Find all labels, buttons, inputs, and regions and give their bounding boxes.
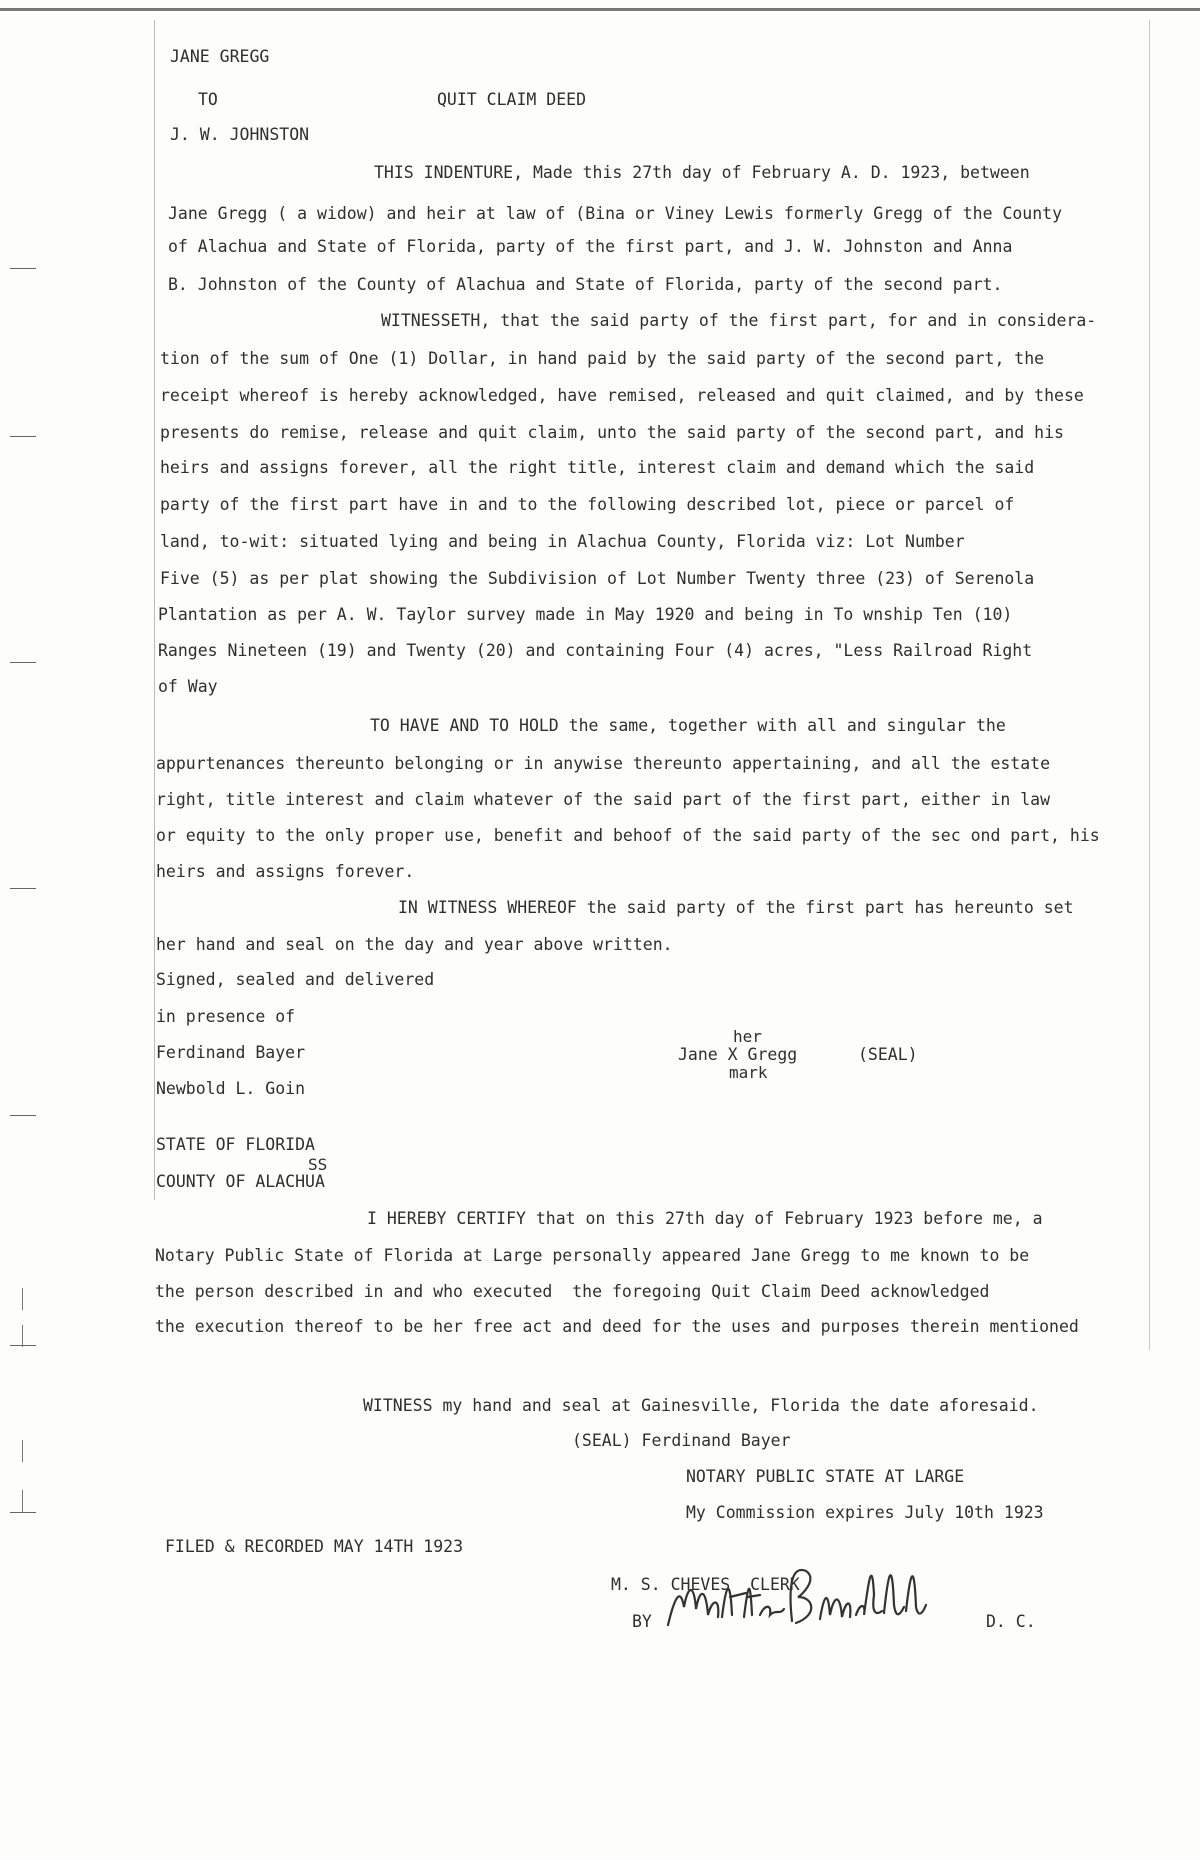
margin-tick [10, 1115, 36, 1116]
by-label: BY [632, 1612, 652, 1631]
right-margin-rule [1149, 20, 1150, 1350]
notary-commission: My Commission expires July 10th 1923 [686, 1503, 1044, 1522]
clerk-line: M. S. CHEVES CLERK [611, 1575, 800, 1594]
body-line: party of the first part have in and to the following described lot, piece or parcel of [160, 495, 1015, 514]
margin-tick [10, 662, 36, 663]
body-line: receipt whereof is hereby acknowledged, have remised, released and quit claimed, and by these [160, 386, 1084, 405]
margin-tick [22, 1440, 23, 1462]
margin-tick [22, 1325, 23, 1347]
body-line: THIS INDENTURE, Made this 27th day of February A. D. 1923, between [374, 163, 1030, 182]
venue-county: COUNTY OF ALACHUA [156, 1172, 325, 1191]
body-line: of Way [158, 677, 218, 696]
margin-tick [10, 436, 36, 437]
margin-tick [10, 888, 36, 889]
mark-label: mark [729, 1063, 768, 1082]
witness-name: Newbold L. Goin [156, 1079, 306, 1098]
to-label: TO [198, 90, 218, 109]
certificate-line: the execution thereof to be her free act and deed for the uses and purposes therein mentioned [155, 1317, 1079, 1336]
body-line: presents do remise, release and quit claim, unto the said party of the second part, and his [160, 423, 1064, 442]
signed-sealed-line: Signed, sealed and delivered [156, 970, 435, 989]
notary-witness-line: WITNESS my hand and seal at Gainesville, Florida the date aforesaid. [363, 1396, 1039, 1415]
certificate-line: I HEREBY CERTIFY that on this 27th day of February 1923 before me, a [367, 1209, 1043, 1228]
body-line: WITNESSETH, that the said party of the first part, for and in considera- [381, 311, 1097, 330]
margin-tick [22, 1490, 23, 1512]
body-line: right, title interest and claim whatever of the said part of the first part, either in law [156, 790, 1051, 809]
body-line: IN WITNESS WHEREOF the said party of the first part has hereunto set [398, 898, 1074, 917]
grantor-name: JANE GREGG [170, 47, 270, 66]
body-line: Five (5) as per plat showing the Subdivision of Lot Number Twenty three (23) of Serenola [160, 569, 1035, 588]
body-line: heirs and assigns forever. [156, 862, 415, 881]
margin-tick [10, 1512, 36, 1513]
signer-mark-name: Jane X Gregg [678, 1045, 798, 1064]
body-line: or equity to the only proper use, benefit and behoof of the said party of the sec ond part, his [156, 826, 1100, 845]
body-line: appurtenances thereunto belonging or in anywise thereunto appertaining, and all the estate [156, 754, 1051, 773]
filed-recorded-line: FILED & RECORDED MAY 14TH 1923 [165, 1537, 464, 1556]
venue-state: STATE OF FLORIDA [156, 1135, 315, 1154]
body-line: TO HAVE AND TO HOLD the same, together with all and singular the [370, 716, 1006, 735]
grantee-name: J. W. JOHNSTON [170, 125, 310, 144]
margin-tick [22, 1288, 23, 1310]
body-line: heirs and assigns forever, all the right title, interest claim and demand which the said [160, 458, 1035, 477]
notary-title: NOTARY PUBLIC STATE AT LARGE [686, 1467, 965, 1486]
top-edge-line [0, 8, 1200, 11]
deputy-clerk-label: D. C. [986, 1612, 1036, 1631]
handwritten-signature [660, 1545, 930, 1645]
body-line: tion of the sum of One (1) Dollar, in hand paid by the said party of the second part, the [160, 349, 1045, 368]
body-line: Jane Gregg ( a widow) and heir at law of (Bina or Viney Lewis formerly Gregg of the County [168, 204, 1063, 223]
body-line: B. Johnston of the County of Alachua and State of Florida, party of the second part. [168, 275, 1003, 294]
her-label: her [733, 1027, 762, 1046]
body-line: Plantation as per A. W. Taylor survey made in May 1920 and being in To wnship Ten (10) [158, 605, 1013, 624]
body-line: Ranges Nineteen (19) and Twenty (20) and containing Four (4) acres, "Less Railroad Right [158, 641, 1033, 660]
venue-ss: SS [308, 1155, 328, 1174]
certificate-line: Notary Public State of Florida at Large personally appeared Jane Gregg to me known to be [155, 1246, 1030, 1265]
margin-tick [10, 1345, 36, 1346]
body-line: land, to-wit: situated lying and being in Alachua County, Florida viz: Lot Number [160, 532, 965, 551]
body-line: of Alachua and State of Florida, party of the first part, and J. W. Johnston and Anna [168, 237, 1013, 256]
notary-seal-name: (SEAL) Ferdinand Bayer [572, 1431, 791, 1450]
left-margin-rule [154, 20, 155, 1200]
in-presence-line: in presence of [156, 1007, 296, 1026]
witness-name: Ferdinand Bayer [156, 1043, 306, 1062]
certificate-line: the person described in and who executed the foregoing Quit Claim Deed acknowledged [155, 1282, 990, 1301]
body-line: her hand and seal on the day and year above written. [156, 935, 673, 954]
margin-tick [10, 268, 36, 269]
seal-label: (SEAL) [858, 1045, 918, 1064]
document-title: QUIT CLAIM DEED [437, 90, 587, 109]
